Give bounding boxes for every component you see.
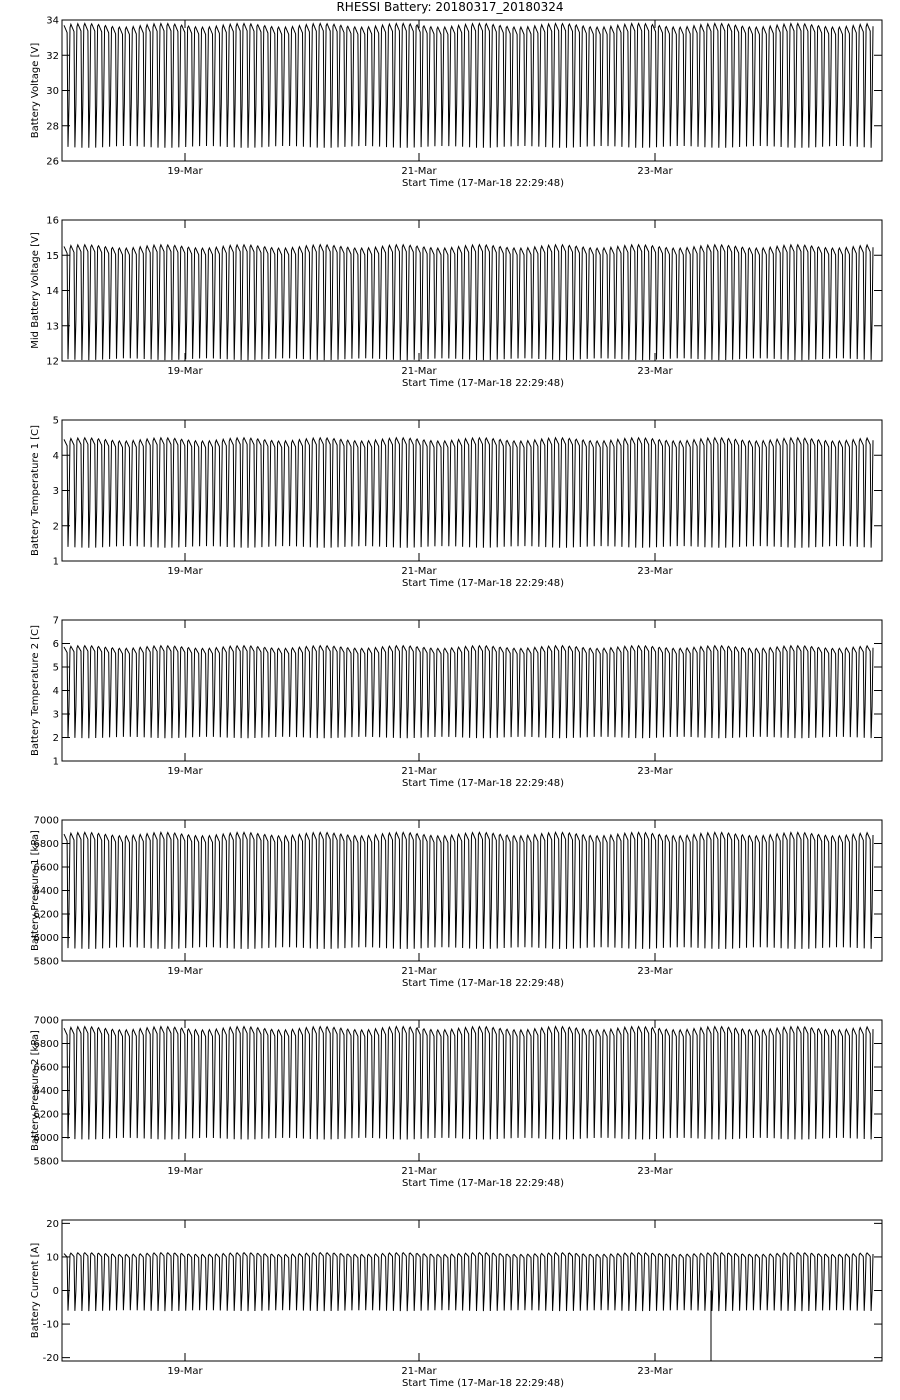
ytick-label: 12 <box>46 356 59 368</box>
xtick-label: 23-Mar <box>637 166 673 177</box>
ytick-label: 28 <box>46 121 59 133</box>
xtick-label: 19-Mar <box>167 566 203 577</box>
ytick-label: 5800 <box>33 1156 59 1168</box>
ytick-label: 6600 <box>33 1062 59 1074</box>
xtick-label: 21-Mar <box>401 366 437 377</box>
ytick-label: 34 <box>46 15 59 27</box>
ytick-label: 6 <box>52 639 59 650</box>
series-line-6 <box>64 1253 873 1311</box>
y-axis-title: Battery Pressure 1 [kPa] <box>30 830 41 951</box>
series-line-4 <box>64 832 873 949</box>
chart-main-title: RHESSI Battery: 20180317_20180324 <box>336 0 564 14</box>
ytick-label: 26 <box>46 156 59 168</box>
y-axis-title: Battery Temperature 1 [C] <box>30 424 41 557</box>
series-line-1 <box>64 245 873 360</box>
y-axis-title: Battery Pressure 2 [kPa] <box>30 1030 41 1151</box>
ytick-label: 6000 <box>33 1133 59 1144</box>
ytick-label: 6800 <box>33 1039 59 1050</box>
xtick-label: 19-Mar <box>167 966 203 977</box>
series-line-5 <box>64 1027 873 1140</box>
x-axis-title: Start Time (17-Mar-18 22:29:48) <box>401 178 565 189</box>
xtick-label: 19-Mar <box>167 166 203 177</box>
y-axis-title: Battery Voltage [V] <box>30 42 41 139</box>
xtick-label: 21-Mar <box>401 766 437 777</box>
ytick-label: 6200 <box>33 909 59 921</box>
xtick-label: 21-Mar <box>401 166 437 177</box>
ytick-label: 6200 <box>33 1109 59 1121</box>
ytick-label: -20 <box>42 1353 59 1365</box>
xtick-label: 21-Mar <box>401 966 437 977</box>
xtick-label: 19-Mar <box>167 766 203 777</box>
ytick-label: 3 <box>52 709 59 721</box>
ytick-label: 2 <box>52 733 59 744</box>
ytick-label: 13 <box>46 321 59 333</box>
x-axis-title: Start Time (17-Mar-18 22:29:48) <box>401 1178 565 1189</box>
ytick-label: 5 <box>52 662 59 674</box>
xtick-label: 23-Mar <box>637 766 673 777</box>
x-axis-title: Start Time (17-Mar-18 22:29:48) <box>401 778 565 789</box>
ytick-label: 6800 <box>33 839 59 850</box>
xtick-label: 19-Mar <box>167 1366 203 1377</box>
ytick-label: -10 <box>42 1319 59 1331</box>
ytick-label: 7 <box>52 615 59 627</box>
y-axis-title: Battery Current [A] <box>30 1242 41 1339</box>
y-axis-title: Battery Temperature 2 [C] <box>30 624 41 757</box>
x-axis-title: Start Time (17-Mar-18 22:29:48) <box>401 1378 565 1389</box>
ytick-label: 6600 <box>33 862 59 874</box>
ytick-label: 0 <box>52 1286 59 1297</box>
ytick-label: 4 <box>52 450 59 462</box>
xtick-label: 23-Mar <box>637 966 673 977</box>
series-line-3 <box>64 646 873 739</box>
ytick-label: 6000 <box>33 933 59 944</box>
x-axis-title: Start Time (17-Mar-18 22:29:48) <box>401 578 565 589</box>
ytick-label: 30 <box>46 86 59 97</box>
ytick-label: 1 <box>52 556 59 568</box>
xtick-label: 21-Mar <box>401 566 437 577</box>
xtick-label: 23-Mar <box>637 566 673 577</box>
ytick-label: 2 <box>52 521 59 533</box>
ytick-label: 20 <box>46 1218 59 1230</box>
ytick-label: 14 <box>46 286 59 297</box>
x-axis-title: Start Time (17-Mar-18 22:29:48) <box>401 978 565 989</box>
ytick-label: 6400 <box>33 1086 59 1097</box>
xtick-label: 23-Mar <box>637 1166 673 1177</box>
ytick-label: 3 <box>52 486 59 497</box>
ytick-label: 32 <box>46 50 59 62</box>
series-line-2 <box>64 438 873 548</box>
ytick-label: 1 <box>52 756 59 768</box>
ytick-label: 4 <box>52 686 59 697</box>
ytick-label: 7000 <box>33 815 59 827</box>
ytick-label: 5 <box>52 415 59 427</box>
ytick-label: 16 <box>46 215 59 227</box>
ytick-label: 5800 <box>33 956 59 968</box>
xtick-label: 19-Mar <box>167 366 203 377</box>
xtick-label: 19-Mar <box>167 1166 203 1177</box>
series-line-0 <box>64 24 873 148</box>
ytick-label: 7000 <box>33 1015 59 1027</box>
ytick-label: 6400 <box>33 886 59 897</box>
xtick-label: 21-Mar <box>401 1166 437 1177</box>
ytick-label: 15 <box>46 250 59 262</box>
x-axis-title: Start Time (17-Mar-18 22:29:48) <box>401 378 565 389</box>
xtick-label: 23-Mar <box>637 1366 673 1377</box>
xtick-label: 23-Mar <box>637 366 673 377</box>
ytick-label: 10 <box>46 1252 59 1264</box>
y-axis-title: Mid Battery Voltage [V] <box>30 232 41 349</box>
xtick-label: 21-Mar <box>401 1366 437 1377</box>
